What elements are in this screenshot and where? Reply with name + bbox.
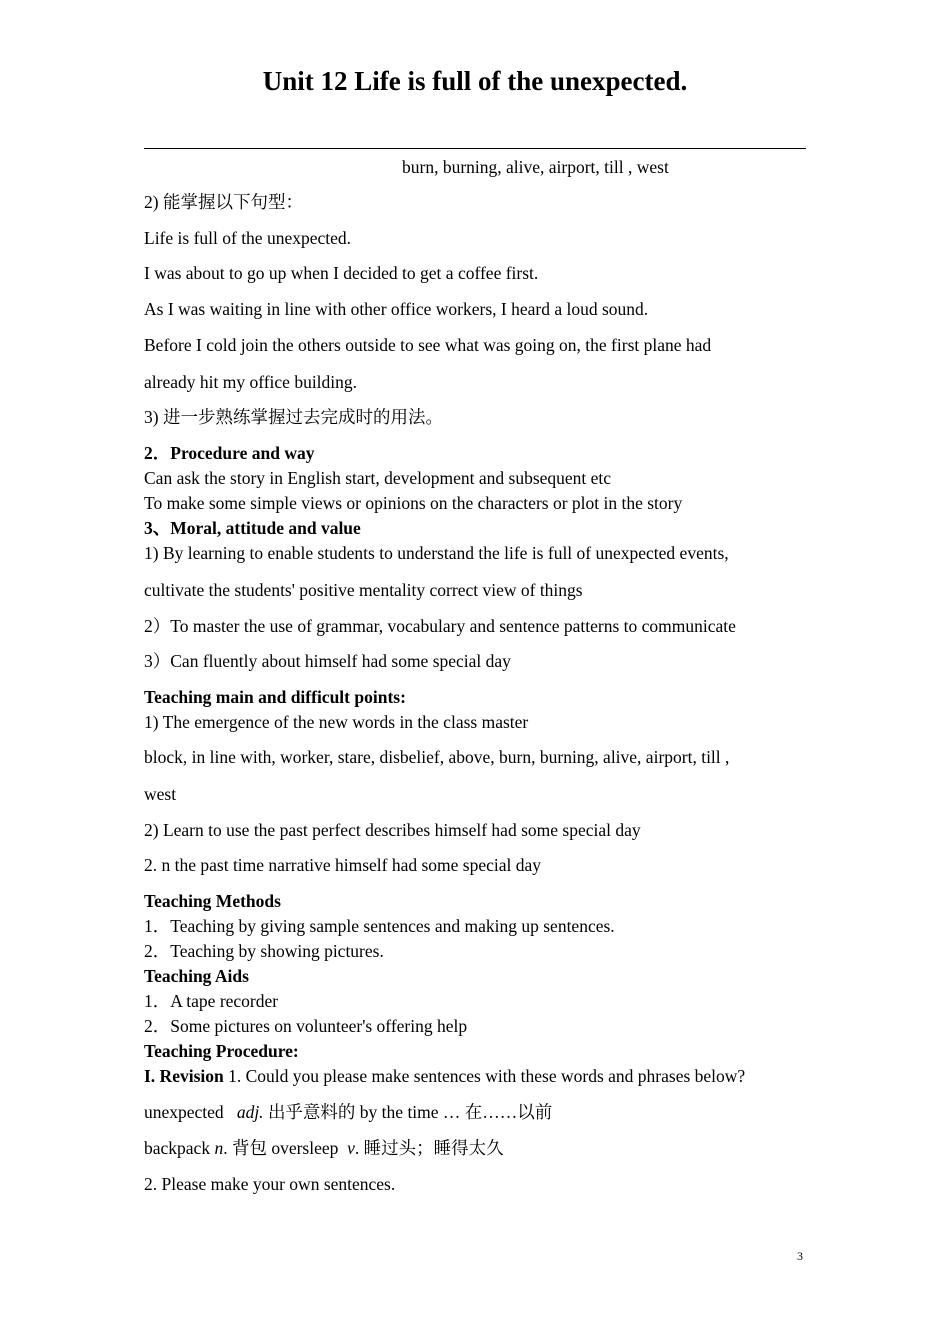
vocab-line-2 [144, 1137, 504, 1159]
pattern-sentence-4: Before I cold join the others outside to see what was going on, the first plane had [144, 335, 712, 355]
task-2: 2. Please make your own sentences. [144, 1174, 396, 1194]
aid-2: 2．Some pictures on volunteer's offering help [144, 1016, 468, 1036]
pattern-sentence-3: As I was waiting in line with other office workers, I heard a loud sound. [144, 299, 649, 319]
vocab-pos: v [347, 1138, 355, 1158]
horizontal-rule [144, 148, 806, 149]
moral-item-1: 1) By learning to enable students to understand the life is full of unexpected events, [144, 543, 729, 563]
aids-heading: Teaching Aids [144, 966, 249, 986]
grammar-point: 3) 进一步熟练掌握过去完成时的用法。 [144, 407, 443, 427]
vocab-pos: n [214, 1138, 224, 1158]
moral-heading: 3、Moral, attitude and value [144, 518, 361, 538]
page-number: 3 [797, 1249, 803, 1263]
key-point-words-cont: west [144, 784, 177, 804]
pattern-sentence-2: I was about to go up when I decided to get a coffee first. [144, 263, 539, 283]
method-2: 2．Teaching by showing pictures. [144, 941, 384, 961]
revision-label: I. Revision [144, 1066, 224, 1086]
key-points-heading: Teaching main and difficult points: [144, 687, 406, 707]
page-title: Unit 12 Life is full of the unexpected. [262, 66, 688, 96]
teaching-procedure-heading: Teaching Procedure: [144, 1041, 299, 1061]
procedure-item-2: To make some simple views or opinions on the characters or plot in the story [144, 493, 683, 513]
vocabulary-words-line: burn, burning, alive, airport, till , west [402, 157, 669, 177]
patterns-heading: 2) 能掌握以下句型： [144, 192, 303, 212]
key-point-words: block, in line with, worker, stare, disbelief, above, burn, burning, alive, airport, till , [144, 747, 730, 767]
moral-item-1-cont: cultivate the students' positive mentality correct view of things [144, 580, 583, 600]
aid-1: 1．A tape recorder [144, 991, 279, 1011]
revision-line [144, 1065, 745, 1087]
revision-text: 1. Could you please make sentences with these words and phrases below? [223, 1066, 746, 1086]
key-point-3: 2. n the past time narrative himself had some special day [144, 855, 542, 875]
pattern-sentence-1: Life is full of the unexpected. [144, 228, 352, 248]
moral-item-2: 2）To master the use of grammar, vocabulary and sentence patterns to communicate [144, 616, 736, 636]
vocab-meaning: 出乎意料的 by the time … 在……以前 [263, 1102, 553, 1122]
methods-heading: Teaching Methods [144, 891, 281, 911]
moral-item-3: 3）Can fluently about himself had some special day [144, 651, 511, 671]
vocab-meaning: . 睡过头；睡得太久 [354, 1138, 504, 1158]
vocab-meaning: . 背包 oversleep [223, 1138, 343, 1158]
procedure-heading: 2．Procedure and way [144, 443, 315, 463]
vocab-word: unexpected [144, 1102, 224, 1122]
method-1: 1．Teaching by giving sample sentences and making up sentences. [144, 916, 615, 936]
vocab-line-1 [144, 1101, 552, 1123]
vocab-pos: adj. [236, 1102, 264, 1122]
procedure-item-1: Can ask the story in English start, development and subsequent etc [144, 468, 612, 488]
key-point-2: 2) Learn to use the past perfect describes himself had some special day [144, 820, 641, 840]
pattern-sentence-4-cont: already hit my office building. [144, 372, 358, 392]
vocab-word: backpack [144, 1138, 215, 1158]
key-point-1: 1) The emergence of the new words in the class master [144, 712, 529, 732]
